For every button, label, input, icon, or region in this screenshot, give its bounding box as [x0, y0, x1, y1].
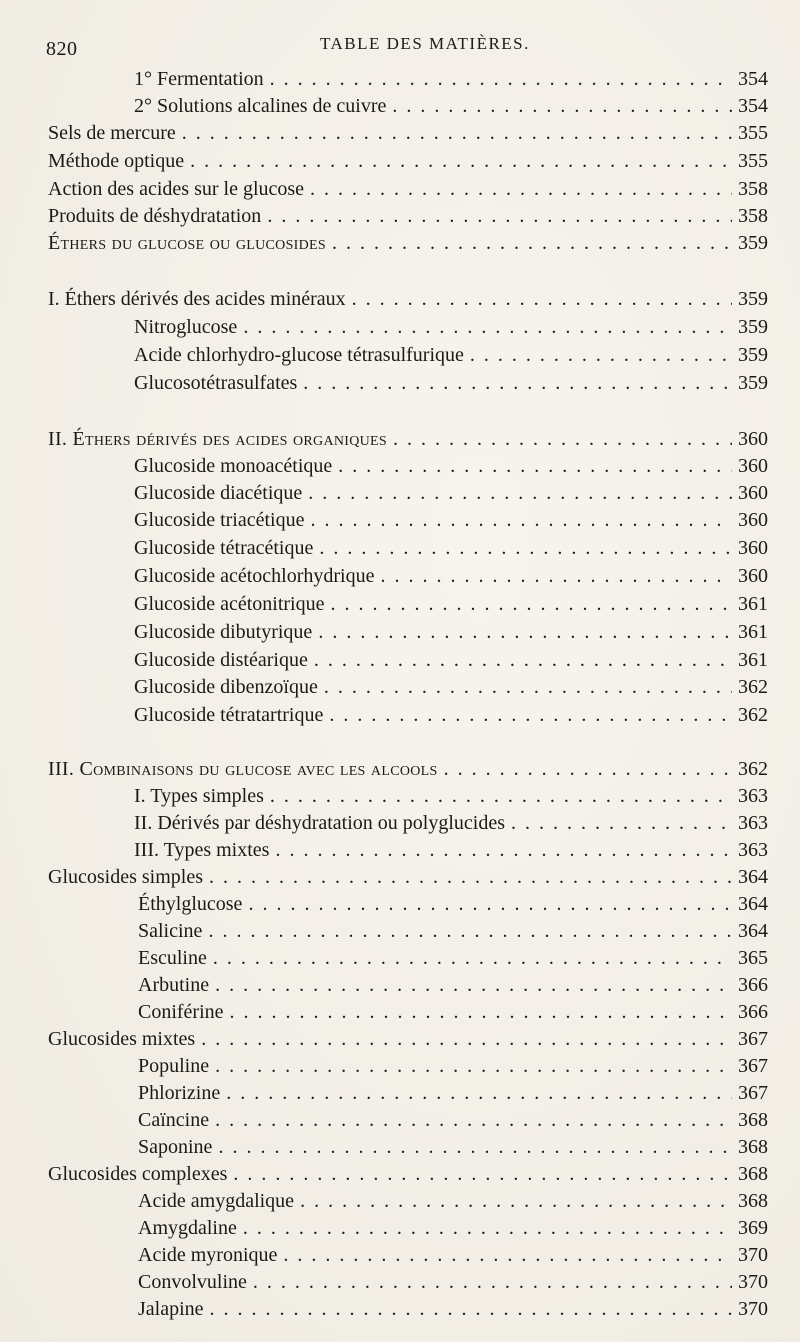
toc-entry-page: 354 [738, 95, 768, 117]
toc-entry [48, 783, 768, 809]
toc-entry [48, 999, 768, 1025]
toc-entry [48, 1161, 768, 1187]
toc-entry-page: 363 [738, 812, 768, 834]
toc-entry-label: Coniférine [138, 1001, 224, 1023]
toc-entry-page: 361 [738, 649, 768, 671]
toc-entry-page: 355 [738, 150, 768, 172]
toc-entry [48, 370, 768, 396]
toc-entry-label: Glucoside acétonitrique [134, 593, 325, 615]
toc-entry [48, 972, 768, 998]
dot-leader [218, 1134, 732, 1160]
toc-entry-page: 362 [738, 676, 768, 698]
toc-entry-label: Arbutine [138, 974, 210, 996]
toc-entry-label: Esculine [138, 947, 207, 969]
toc-entry-page: 363 [738, 785, 768, 807]
toc-entry-label: Nitroglucose [134, 316, 238, 338]
toc-entry [48, 1026, 768, 1052]
toc-entry-label: III. Types mixtes [134, 839, 270, 861]
toc-entry [48, 453, 768, 479]
dot-leader [392, 93, 732, 119]
toc-entry-label: Glucoside tétracétique [134, 537, 314, 559]
toc-entry [48, 1080, 768, 1106]
toc-entry-label: Acide myronique [138, 1244, 278, 1266]
toc-entry-page: 370 [738, 1298, 768, 1320]
dot-leader [352, 286, 732, 312]
toc-entry-label: Glucoside acétochlorhydrique [134, 565, 375, 587]
dot-leader [310, 176, 732, 202]
dot-leader [300, 1188, 732, 1214]
toc-entry-page: 358 [738, 178, 768, 200]
dot-leader [283, 1242, 732, 1268]
toc-entry-label: II. Éthers dérivés des acides organiques [48, 428, 387, 450]
toc-entry [48, 342, 768, 368]
toc-entry [48, 535, 768, 561]
toc-entry-page: 359 [738, 316, 768, 338]
toc-entry-page: 359 [738, 288, 768, 310]
toc-entry [48, 1296, 768, 1322]
toc-entry-page: 368 [738, 1136, 768, 1158]
page-number: 820 [46, 38, 78, 60]
toc-entry-page: 361 [738, 593, 768, 615]
dot-leader [215, 972, 732, 998]
toc-entry-page: 355 [738, 122, 768, 144]
toc-entry-page: 363 [738, 839, 768, 861]
dot-leader [201, 1026, 732, 1052]
dot-leader [248, 891, 732, 917]
toc-entry-page: 359 [738, 344, 768, 366]
toc-entry-label: 2° Solutions alcalines de cuivre [134, 95, 387, 117]
toc-entry-label: Glucosides simples [48, 866, 203, 888]
toc-entry-page: 365 [738, 947, 768, 969]
dot-leader [215, 1053, 732, 1079]
dot-leader [208, 918, 732, 944]
dot-leader [338, 453, 732, 479]
toc-entry [48, 563, 768, 589]
dot-leader [331, 591, 733, 617]
toc-entry-page: 364 [738, 893, 768, 915]
toc-entry-label: Glucoside dibutyrique [134, 621, 313, 643]
toc-entry [48, 1215, 768, 1241]
toc-entry [48, 864, 768, 890]
toc-entry [48, 837, 768, 863]
toc-entry-label: Convolvuline [138, 1271, 247, 1293]
toc-entry [48, 66, 768, 92]
toc-entry-page: 358 [738, 205, 768, 227]
toc-entry-page: 364 [738, 866, 768, 888]
toc-entry-label: Glucoside tétratartrique [134, 704, 324, 726]
toc-entry-label: Méthode optique [48, 150, 185, 172]
toc-entry-label: Glucosides mixtes [48, 1028, 196, 1050]
dot-leader [303, 370, 732, 396]
toc-entry [48, 1053, 768, 1079]
dot-leader [230, 999, 732, 1025]
toc-entry-page: 364 [738, 920, 768, 942]
dot-leader [270, 783, 732, 809]
toc-entry [48, 480, 768, 506]
toc-entry-page: 366 [738, 974, 768, 996]
toc-entry-page: 362 [738, 758, 768, 780]
dot-leader [308, 480, 732, 506]
dot-leader [213, 945, 732, 971]
toc-entry-label: Acide chlorhydro-glucose tétrasulfurique [134, 344, 464, 366]
dot-leader [319, 535, 732, 561]
toc-entry [48, 702, 768, 728]
toc-entry-page: 360 [738, 428, 768, 450]
running-title: TABLE DES MATIÈRES. [320, 34, 530, 53]
toc-entry-page: 370 [738, 1271, 768, 1293]
toc-entry-page: 361 [738, 621, 768, 643]
toc-entry-page: 362 [738, 704, 768, 726]
toc-entry-page: 359 [738, 372, 768, 394]
toc-entry-page: 360 [738, 565, 768, 587]
toc-entry-page: 368 [738, 1190, 768, 1212]
toc-entry-page: 370 [738, 1244, 768, 1266]
dot-leader [311, 507, 733, 533]
dot-leader [233, 1161, 732, 1187]
toc-entry-label: Glucosotétrasulfates [134, 372, 298, 394]
dot-leader [275, 837, 732, 863]
toc-entry-page: 368 [738, 1163, 768, 1185]
toc-entry-page: 360 [738, 537, 768, 559]
dot-leader [190, 148, 732, 174]
page-header [0, 30, 800, 60]
toc-entry-label: 1° Fermentation [134, 68, 264, 90]
toc-entry-label: Saponine [138, 1136, 213, 1158]
dot-leader [470, 342, 732, 368]
toc-entry [48, 203, 768, 229]
toc-entry [48, 507, 768, 533]
toc-entry-label: Produits de déshydratation [48, 205, 262, 227]
toc-entry [48, 891, 768, 917]
toc-entry [48, 1134, 768, 1160]
toc-entry [48, 148, 768, 174]
toc-entry-page: 359 [738, 232, 768, 254]
toc-entry-label: I. Types simples [134, 785, 264, 807]
toc-entry [48, 647, 768, 673]
toc-entry [48, 286, 768, 312]
dot-leader [270, 66, 732, 92]
dot-leader [243, 314, 732, 340]
toc-entry [48, 1107, 768, 1133]
toc-entry-label: Éthers du glucose ou glucosides [48, 232, 326, 254]
toc-entry-label: Glucoside dibenzoïque [134, 676, 318, 698]
toc-entry [48, 918, 768, 944]
toc-entry [48, 674, 768, 700]
dot-leader [324, 674, 732, 700]
dot-leader [226, 1080, 732, 1106]
toc-entry-label: Sels de mercure [48, 122, 176, 144]
toc-entry-page: 366 [738, 1001, 768, 1023]
toc-entry-page: 360 [738, 455, 768, 477]
dot-leader [253, 1269, 732, 1295]
toc-entry-label: Glucoside monoacétique [134, 455, 333, 477]
toc-entry [48, 810, 768, 836]
toc-entry [48, 314, 768, 340]
toc-entry-page: 360 [738, 482, 768, 504]
toc-entry-page: 360 [738, 509, 768, 531]
toc-entry-page: 367 [738, 1082, 768, 1104]
dot-leader [210, 1296, 732, 1322]
toc-entry-label: Glucosides complexes [48, 1163, 228, 1185]
toc-entry-label: III. Combinaisons du glucose avec les alcools [48, 758, 438, 780]
dot-leader [380, 563, 732, 589]
toc-entry-label: Acide amygdalique [138, 1190, 295, 1212]
dot-leader [329, 702, 732, 728]
toc-entry-label: Éthylglucose [138, 893, 243, 915]
toc-entry-label: Action des acides sur le glucose [48, 178, 305, 200]
dot-leader [444, 756, 732, 782]
toc-entry-label: I. Éthers dérivés des acides minéraux [48, 288, 346, 310]
toc-entry-page: 367 [738, 1055, 768, 1077]
toc-entry [48, 1188, 768, 1214]
toc-entry [48, 1242, 768, 1268]
toc-entry-label: Caïncine [138, 1109, 210, 1131]
toc-entry-page: 367 [738, 1028, 768, 1050]
toc-entry [48, 120, 768, 146]
dot-leader [209, 864, 732, 890]
toc-entry-label: Glucoside diacétique [134, 482, 303, 504]
toc-entry-page: 369 [738, 1217, 768, 1239]
toc-entry-label: Glucoside triacétique [134, 509, 305, 531]
toc-entry [48, 591, 768, 617]
dot-leader [215, 1107, 732, 1133]
toc-entry [48, 176, 768, 202]
toc-entry-page: 354 [738, 68, 768, 90]
toc-entry-label: Salicine [138, 920, 203, 942]
dot-leader [332, 230, 732, 256]
toc-entry-label: Amygdaline [138, 1217, 237, 1239]
dot-leader [318, 619, 732, 645]
toc-entry-label: Phlorizine [138, 1082, 221, 1104]
dot-leader [393, 426, 732, 452]
toc-entry [48, 945, 768, 971]
toc-entry-label: Glucoside distéarique [134, 649, 308, 671]
toc-entry-label: II. Dérivés par déshydratation ou polyglucides [134, 812, 506, 834]
dot-leader [511, 810, 732, 836]
dot-leader [314, 647, 732, 673]
toc-entry-page: 368 [738, 1109, 768, 1131]
dot-leader [243, 1215, 732, 1241]
toc-entry [48, 93, 768, 119]
toc-section-heading [48, 230, 768, 256]
toc-entry-label: Populine [138, 1055, 210, 1077]
toc-section-heading [48, 756, 768, 782]
toc-section-heading [48, 426, 768, 452]
toc-entry-label: Jalapine [138, 1298, 204, 1320]
toc-entry [48, 619, 768, 645]
dot-leader [267, 203, 732, 229]
dot-leader [182, 120, 732, 146]
toc-entry [48, 1269, 768, 1295]
